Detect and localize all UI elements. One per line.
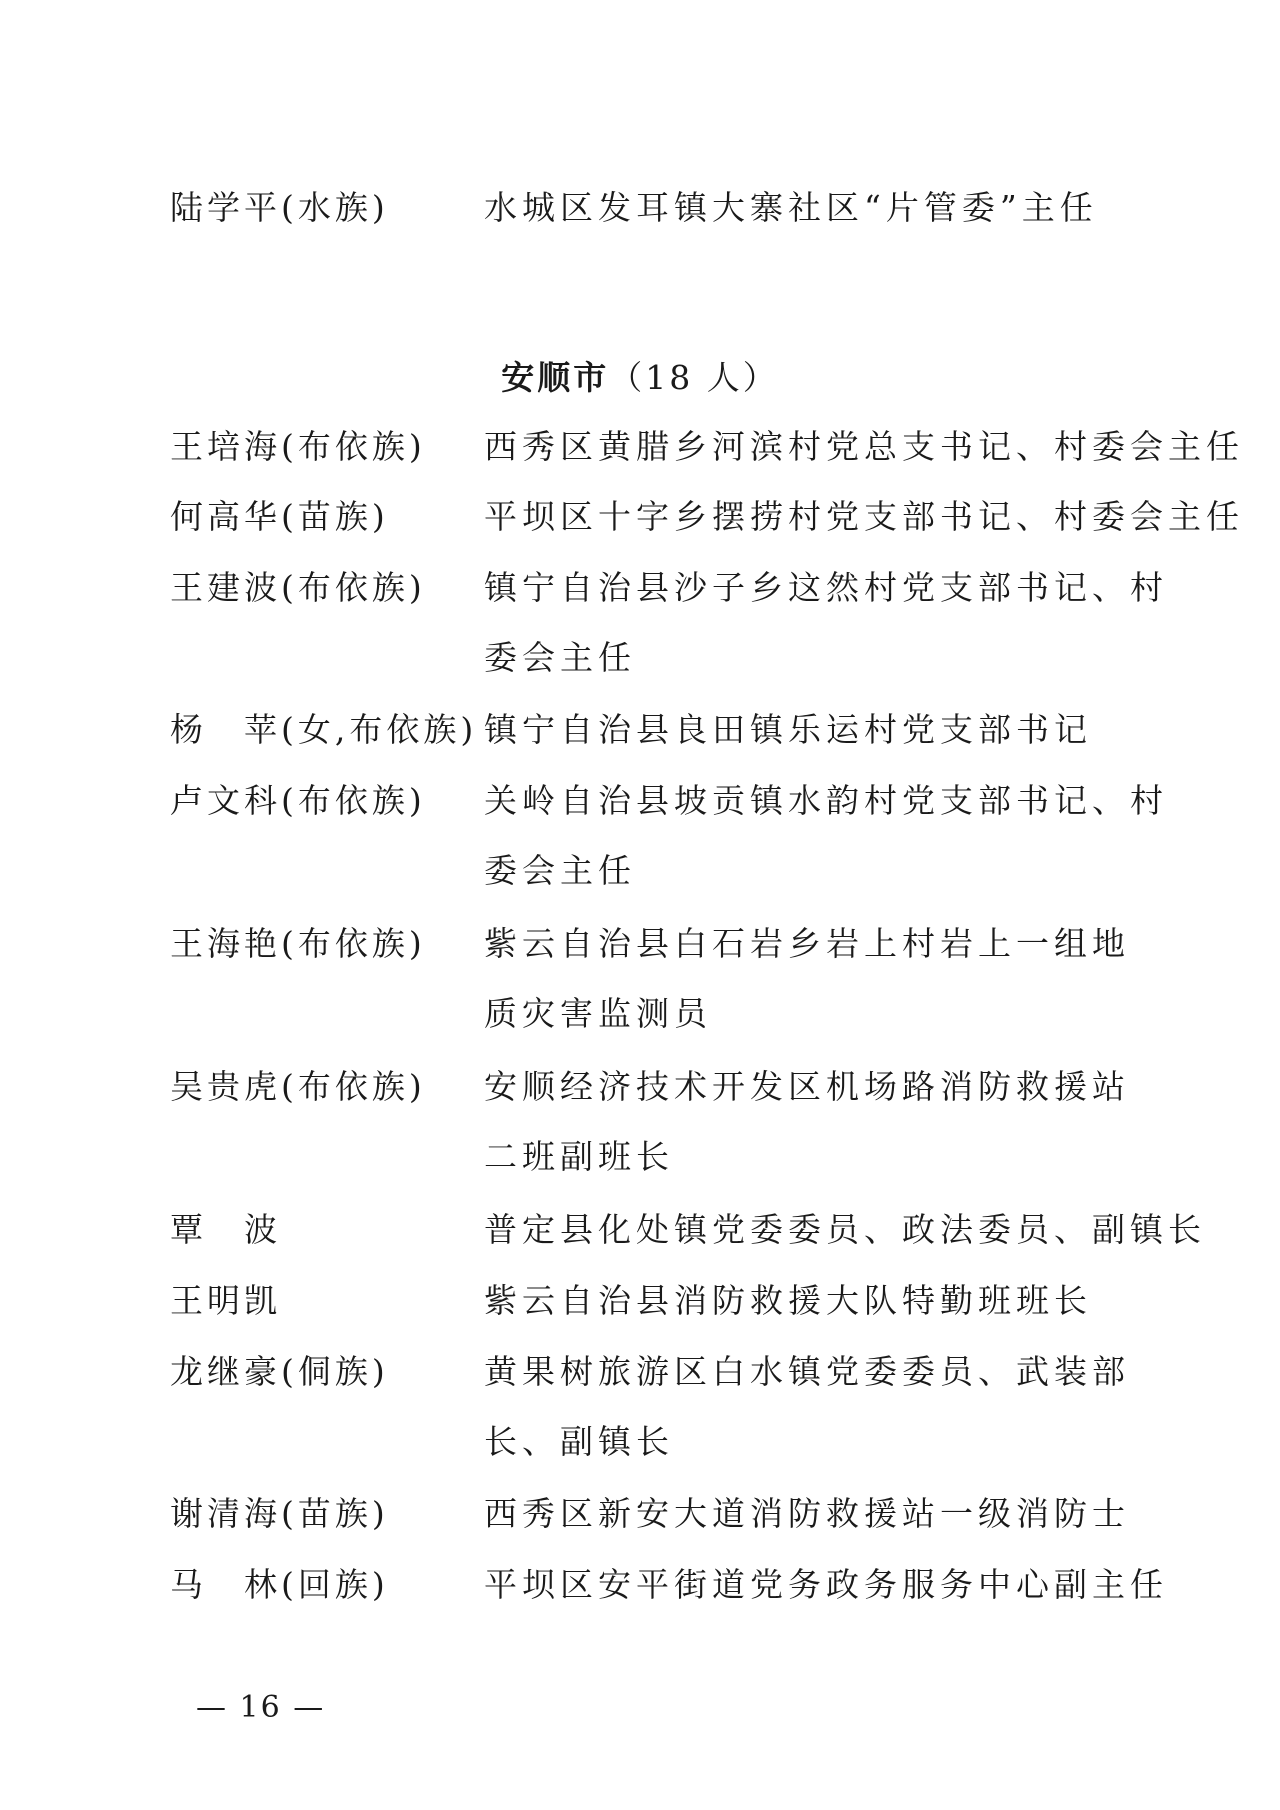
role-line: 西秀区新安大道消防救援站一级消防士 (484, 1494, 1130, 1533)
person-role (484, 710, 1130, 750)
person-role (484, 427, 1244, 467)
person-role (484, 1352, 1130, 1462)
role-line: 紫云自治县消防救援大队特勤班班长 (484, 1281, 1092, 1320)
role-line: 安顺经济技术开发区机场路消防救援站 (484, 1067, 1130, 1106)
list-item (170, 924, 1130, 1034)
person-role (484, 188, 1130, 228)
person-count: （18 人） (609, 358, 779, 397)
role-line: 镇宁自治县良田镇乐运村党支部书记 (484, 710, 1092, 749)
role-line: 普定县化处镇党委委员、政法委员、副镇长 (484, 1210, 1206, 1249)
person-role (484, 1210, 1206, 1250)
person-role (484, 568, 1168, 678)
list-item (170, 1352, 1130, 1462)
person-role (484, 1494, 1130, 1534)
role-line: 质灾害监测员 (484, 994, 712, 1033)
person-name: 陆学平(水族) (170, 188, 389, 227)
person-role (484, 781, 1168, 891)
person-role (484, 497, 1244, 537)
role-line: 镇宁自治县沙子乡这然村党支部书记、村 (484, 568, 1168, 607)
role-line: 平坝区十字乡摆捞村党支部书记、村委会主任 (484, 497, 1244, 536)
person-name: 卢文科(布依族) (170, 781, 426, 820)
person-name: 覃 波 (170, 1210, 281, 1249)
person-name: 马 林(回族) (170, 1565, 389, 1604)
role-line: 长、副镇长 (484, 1422, 674, 1461)
role-line: 二班副班长 (484, 1137, 674, 1176)
role-line: 平坝区安平街道党务政务服务中心副主任 (484, 1565, 1168, 1604)
person-name: 龙继豪(侗族) (170, 1352, 389, 1391)
person-role (484, 924, 1130, 1034)
list-item (170, 568, 1168, 678)
person-role (484, 1565, 1168, 1605)
person-name: 王明凯 (170, 1281, 281, 1320)
list-item (170, 710, 1130, 750)
role-line: 西秀区黄腊乡河滨村党总支书记、村委会主任 (484, 427, 1244, 466)
list-item (170, 1067, 1130, 1177)
role-line: 委会主任 (484, 638, 636, 677)
person-name: 谢清海(苗族) (170, 1494, 389, 1533)
role-line: 黄果树旅游区白水镇党委委员、武装部 (484, 1352, 1130, 1391)
list-item (170, 1281, 1130, 1321)
list-item (170, 427, 1244, 467)
role-line: 关岭自治县坡贡镇水韵村党支部书记、村 (484, 781, 1168, 820)
list-item (170, 497, 1244, 537)
person-role (484, 1281, 1130, 1321)
city-name: 安顺市 (501, 358, 610, 397)
person-name: 王建波(布依族) (170, 568, 426, 607)
section-heading (0, 358, 1280, 398)
person-name: 杨 苹(女,布依族) (170, 710, 478, 749)
list-item (170, 1210, 1206, 1250)
list-item (170, 1494, 1130, 1534)
person-name: 何高华(苗族) (170, 497, 389, 536)
list-item (170, 781, 1168, 891)
person-name: 吴贵虎(布依族) (170, 1067, 426, 1106)
role-line: 水城区发耳镇大寨社区“片管委”主任 (484, 188, 1098, 227)
person-name: 王培海(布依族) (170, 427, 426, 466)
list-item (170, 188, 1130, 228)
role-line: 紫云自治县白石岩乡岩上村岩上一组地 (484, 924, 1130, 963)
person-name: 王海艳(布依族) (170, 924, 426, 963)
page-number: — 16 — (196, 1690, 326, 1725)
person-role (484, 1067, 1130, 1177)
list-item (170, 1565, 1168, 1605)
role-line: 委会主任 (484, 851, 636, 890)
